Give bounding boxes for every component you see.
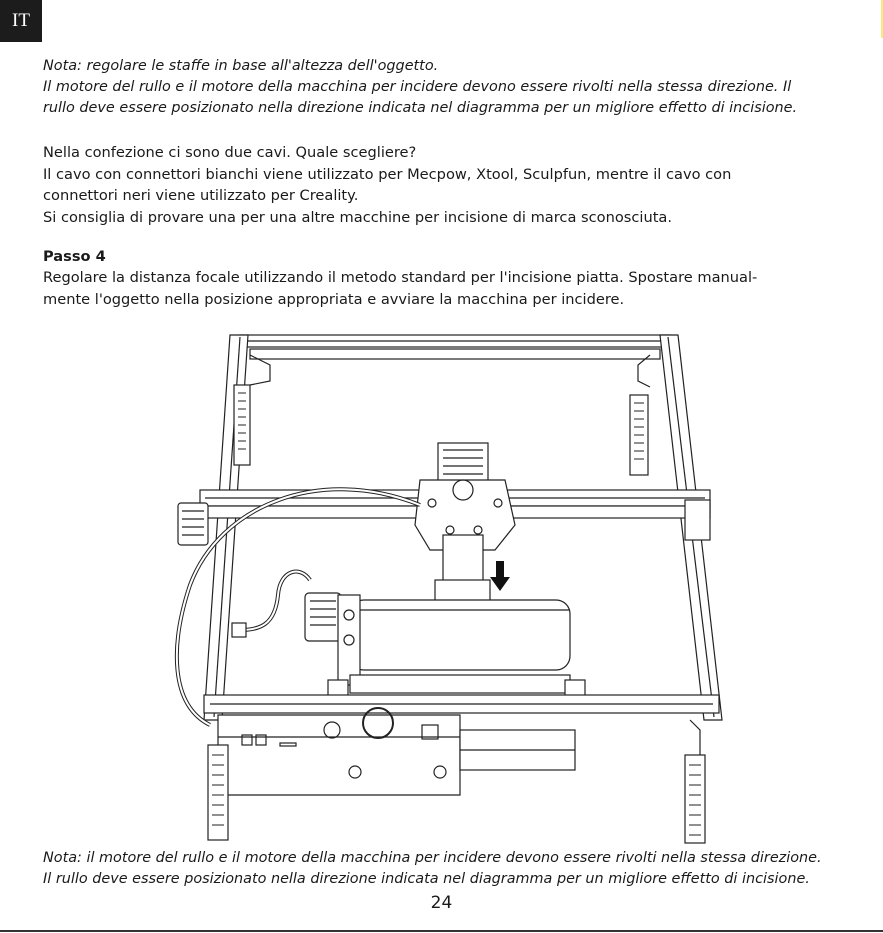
frame-front-rail <box>204 695 719 713</box>
bracket-front-right <box>685 720 705 843</box>
laser-engraver-illustration <box>160 325 730 845</box>
note-top-line: Il motore del rullo e il motore della macchina per incidere devono essere rivolti nella stessa direzione. Il <box>43 79 792 95</box>
down-arrow-icon <box>490 561 510 591</box>
bracket-back-right <box>630 355 650 475</box>
language-tab: IT <box>0 0 42 42</box>
rotary-roller <box>305 593 585 700</box>
note-top-line: Nota: regolare le staffe in base all'altezza dell'oggetto. <box>43 58 439 74</box>
frame-back-rail <box>240 335 670 359</box>
step4-section <box>43 246 843 310</box>
step4-line: Regolare la distanza focale utilizzando il metodo standard per l'incisione piatta. Spostare manual- <box>43 269 758 286</box>
cables-line: Nella confezione ci sono due cavi. Quale scegliere? <box>43 144 417 161</box>
bottom-rule <box>0 930 883 932</box>
bracket-front-left <box>208 745 228 840</box>
note-bottom-line: Nota: il motore del rullo e il motore della macchina per incidere devono essere rivolti nella stessa direzione. <box>43 850 822 866</box>
note-top-line: rullo deve essere posizionato nella direzione indicata nel diagramma per un migliore effetto di incisione. <box>43 100 798 116</box>
cables-line: Si consiglia di provare una per una altre macchine per incisione di marca sconosciuta. <box>43 208 672 226</box>
step4-heading: Passo 4 <box>43 248 106 265</box>
note-top <box>43 56 843 119</box>
note-bottom <box>43 848 863 890</box>
control-box <box>218 708 575 795</box>
cables-line: Il cavo con connettori bianchi viene utilizzato per Mecpow, Xtool, Sculpfun, mentre il cavo con <box>43 165 732 183</box>
cables-line: connettori neri viene utilizzato per Creality. <box>43 187 359 204</box>
step4-line: mente l'oggetto nella posizione appropriata e avviare la macchina per incidere. <box>43 290 625 308</box>
page-number: 24 <box>430 893 453 913</box>
note-bottom-line: Il rullo deve essere posizionato nella direzione indicata nel diagramma per un migliore effetto di incisione. <box>43 871 810 887</box>
cables-paragraph <box>43 142 843 228</box>
